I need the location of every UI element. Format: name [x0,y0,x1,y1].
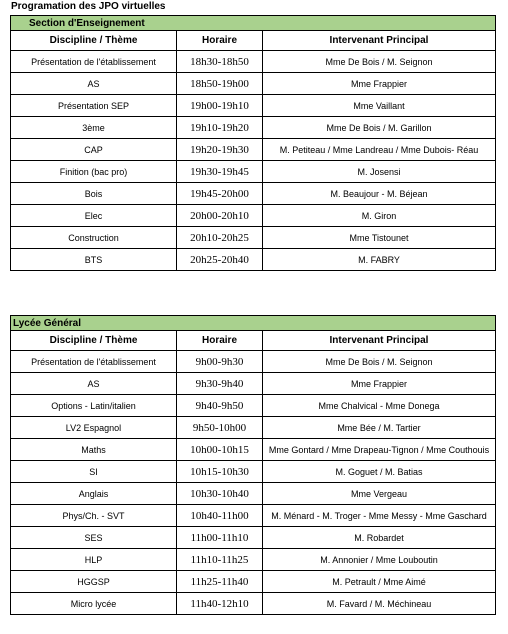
table-row [11,593,496,615]
cell-discipline: Bois [11,183,177,205]
cell-discipline: Présentation de l'établissement [11,351,177,373]
cell-horaire: 19h10-19h20 [177,117,263,139]
table-row [11,527,496,549]
cell-discipline: Finition (bac pro) [11,161,177,183]
table-row [11,373,496,395]
table-row [11,73,496,95]
cell-intervenant: M. Robardet [263,527,496,549]
cell-intervenant: Mme De Bois / M. Seignon [263,51,496,73]
cell-discipline: CAP [11,139,177,161]
cell-discipline: Elec [11,205,177,227]
cell-discipline: 3ème [11,117,177,139]
cell-horaire: 18h50-19h00 [177,73,263,95]
cell-horaire: 19h00-19h10 [177,95,263,117]
cell-discipline: HGGSP [11,571,177,593]
cell-discipline: LV2 Espagnol [11,417,177,439]
cell-intervenant: M. Goguet / M. Batias [263,461,496,483]
cell-horaire: 9h00-9h30 [177,351,263,373]
cell-intervenant: M. Favard / M. Méchineau [263,593,496,615]
cell-intervenant: M. Annonier / Mme Louboutin [263,549,496,571]
cell-horaire: 20h10-20h25 [177,227,263,249]
table-row [11,117,496,139]
table-row [11,571,496,593]
cell-intervenant: Mme De Bois / M. Garillon [263,117,496,139]
cell-intervenant: Mme Frappier [263,373,496,395]
cell-horaire: 20h25-20h40 [177,249,263,271]
table-row [11,139,496,161]
cell-intervenant: M. Petiteau / Mme Landreau / Mme Dubois- Réau [263,139,496,161]
column-header-intervenant: Intervenant Principal [263,331,496,351]
cell-discipline: Maths [11,439,177,461]
document-title: Programation des JPO virtuelles [11,1,166,12]
cell-horaire: 10h00-10h15 [177,439,263,461]
column-header-discipline: Discipline / Thème [11,331,177,351]
cell-horaire: 19h45-20h00 [177,183,263,205]
section-title-row [11,316,496,331]
table-row [11,95,496,117]
cell-discipline: Construction [11,227,177,249]
cell-intervenant: M. Josensi [263,161,496,183]
cell-intervenant: Mme Gontard / Mme Drapeau-Tignon / Mme Couthouis [263,439,496,461]
schedule-table-section-enseignement [10,15,496,271]
cell-intervenant: Mme Bée / M. Tartier [263,417,496,439]
cell-horaire: 9h30-9h40 [177,373,263,395]
cell-horaire: 9h50-10h00 [177,417,263,439]
column-header-row [11,31,496,51]
column-header-discipline: Discipline / Thème [11,31,177,51]
cell-intervenant: Mme Frappier [263,73,496,95]
cell-horaire: 10h40-11h00 [177,505,263,527]
cell-discipline: SI [11,461,177,483]
cell-horaire: 9h40-9h50 [177,395,263,417]
section-title: Lycée Général [11,316,496,331]
cell-intervenant: Mme Tistounet [263,227,496,249]
cell-horaire: 20h00-20h10 [177,205,263,227]
cell-discipline: AS [11,73,177,95]
table-row [11,183,496,205]
cell-horaire: 11h00-11h10 [177,527,263,549]
cell-discipline: Anglais [11,483,177,505]
cell-horaire: 11h25-11h40 [177,571,263,593]
cell-intervenant: Mme Chalvical - Mme Donega [263,395,496,417]
column-header-intervenant: Intervenant Principal [263,31,496,51]
cell-discipline: Présentation SEP [11,95,177,117]
cell-horaire: 19h30-19h45 [177,161,263,183]
cell-horaire: 11h10-11h25 [177,549,263,571]
cell-intervenant: M. Beaujour - M. Béjean [263,183,496,205]
cell-horaire: 10h30-10h40 [177,483,263,505]
cell-discipline: SES [11,527,177,549]
cell-intervenant: Mme Vergeau [263,483,496,505]
cell-horaire: 11h40-12h10 [177,593,263,615]
table-row [11,439,496,461]
table-row [11,395,496,417]
cell-horaire: 19h20-19h30 [177,139,263,161]
table-row [11,461,496,483]
column-header-horaire: Horaire [177,331,263,351]
cell-intervenant: M. Giron [263,205,496,227]
cell-intervenant: M. Ménard - M. Troger - Mme Messy - Mme Gaschard [263,505,496,527]
table-row [11,417,496,439]
table-row [11,51,496,73]
cell-discipline: Options - Latin/italien [11,395,177,417]
table-row [11,351,496,373]
table-row [11,549,496,571]
table-row [11,505,496,527]
table-row [11,205,496,227]
schedule-table-lycee-general [10,315,496,615]
cell-discipline: BTS [11,249,177,271]
cell-intervenant: Mme De Bois / M. Seignon [263,351,496,373]
cell-discipline: HLP [11,549,177,571]
section-title-row [11,16,496,31]
cell-intervenant: M. Petrault / Mme Aimé [263,571,496,593]
column-header-horaire: Horaire [177,31,263,51]
cell-discipline: Phys/Ch. - SVT [11,505,177,527]
cell-intervenant: M. FABRY [263,249,496,271]
cell-horaire: 18h30-18h50 [177,51,263,73]
table-row [11,483,496,505]
section-title: Section d'Enseignement [11,16,496,31]
cell-intervenant: Mme Vaillant [263,95,496,117]
table-row [11,227,496,249]
table-row [11,161,496,183]
cell-discipline: Micro lycée [11,593,177,615]
column-header-row [11,331,496,351]
cell-discipline: Présentation de l'établissement [11,51,177,73]
table-row [11,249,496,271]
cell-horaire: 10h15-10h30 [177,461,263,483]
cell-discipline: AS [11,373,177,395]
